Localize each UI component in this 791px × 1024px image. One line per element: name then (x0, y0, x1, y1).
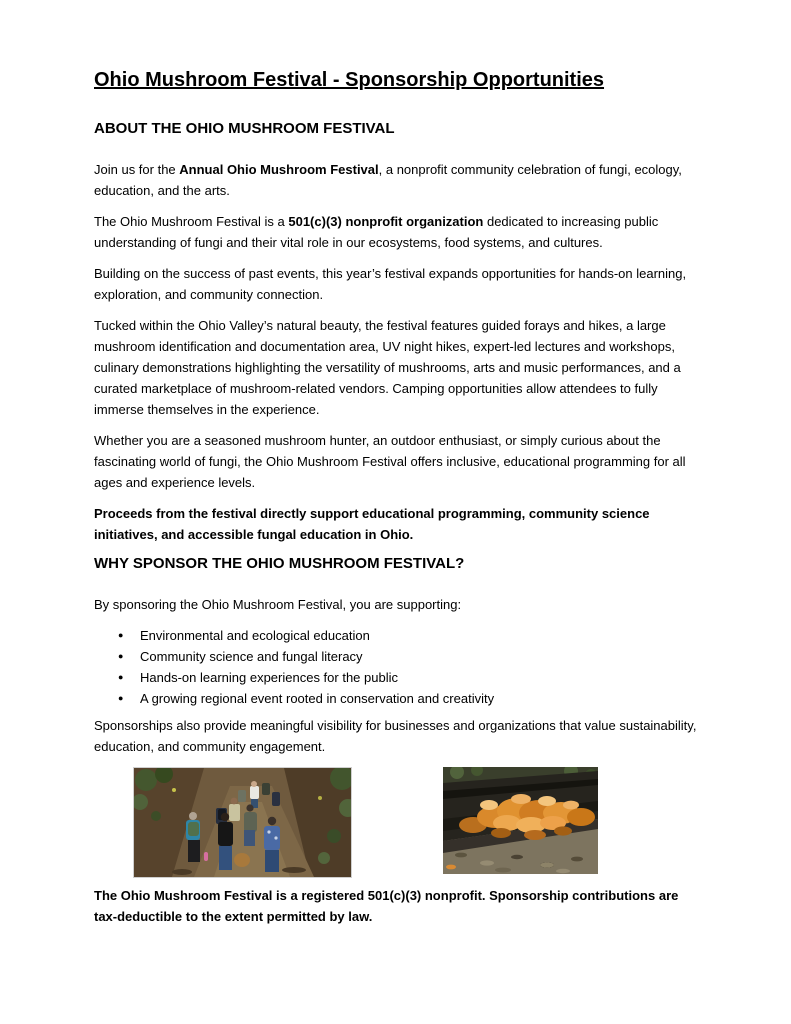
paragraph-text: The Ohio Mushroom Festival is a (94, 214, 289, 229)
about-paragraph-2 (94, 211, 699, 253)
group-hiking-forest-trail-photo (133, 767, 352, 878)
group-hiking-forest-trail-illustration (134, 768, 351, 877)
photo-row (133, 767, 699, 878)
orange-mushrooms-on-log-photo (443, 767, 598, 874)
why-sponsor-section-heading: WHY SPONSOR THE OHIO MUSHROOM FESTIVAL? (94, 555, 465, 572)
bullet-icon: ● (118, 630, 124, 640)
list-item (118, 688, 699, 709)
about-paragraph-3: Building on the success of past events, this year’s festival expands opportunities for hands-on learning, exploration, and community connection. (94, 266, 687, 302)
why-sponsor-outro: Sponsorships also provide meaningful visibility for businesses and organizations that value sustainability, education, and community engagement. (94, 718, 697, 754)
bullet-icon: ● (118, 651, 124, 661)
list-item-text: A growing regional event rooted in conservation and creativity (140, 691, 495, 706)
orange-mushrooms-on-log-illustration (443, 767, 598, 874)
paragraph-bold-text: Annual Ohio Mushroom Festival (179, 162, 379, 177)
bullet-icon: ● (118, 672, 124, 682)
paragraph-text: dedicated to increasing public understanding of fungi and their vital role in our ecosystems, food systems, and cultures. (94, 214, 659, 250)
bullet-icon: ● (118, 693, 124, 703)
list-item (118, 646, 699, 667)
list-item-text: Environmental and ecological education (140, 628, 370, 643)
list-item (118, 625, 699, 646)
paragraph-text: Join us for the (94, 162, 180, 177)
list-item-text: Hands-on learning experiences for the public (140, 670, 398, 685)
document-title: Ohio Mushroom Festival - Sponsorship Opportunities (94, 69, 605, 91)
list-item (118, 667, 699, 688)
about-paragraph-5: Whether you are a seasoned mushroom hunter, an outdoor enthusiast, or simply curious about the fascinating world of fungi, the Ohio Mushroom Festival offers inclusive, educational programming for all ages and experience levels. (94, 433, 686, 490)
paragraph-text: , a nonprofit community celebration of fungi, ecology, education, and the arts. (94, 162, 682, 198)
list-item-text: Community science and fungal literacy (140, 649, 363, 664)
about-paragraph-4: Tucked within the Ohio Valley’s natural beauty, the festival features guided forays and hikes, a large mushroom identification and documentation area, UV night hikes, expert-led lectures and workshops, culinary demonstrations highlighting the versatility of mushrooms, arts and music performances, and a curated marketplace of mushroom-related vendors. Camping opportunities allow attendees to fully immerse themselves in the experience. (94, 318, 681, 417)
about-paragraph-1 (94, 159, 699, 201)
paragraph-bold-text: 501(c)(3) nonprofit organization (288, 214, 484, 229)
about-section-heading: ABOUT THE OHIO MUSHROOM FESTIVAL (94, 120, 395, 137)
proceeds-statement: Proceeds from the festival directly support educational programming, community science initiatives, and accessible fungal education in Ohio. (94, 506, 650, 542)
why-sponsor-intro: By sponsoring the Ohio Mushroom Festival, you are supporting: (94, 597, 462, 612)
nonprofit-disclaimer: The Ohio Mushroom Festival is a registered 501(c)(3) nonprofit. Sponsorship contributions are tax-deductible to the extent permitted by law. (94, 888, 679, 924)
sponsorship-benefits-list (94, 625, 699, 709)
